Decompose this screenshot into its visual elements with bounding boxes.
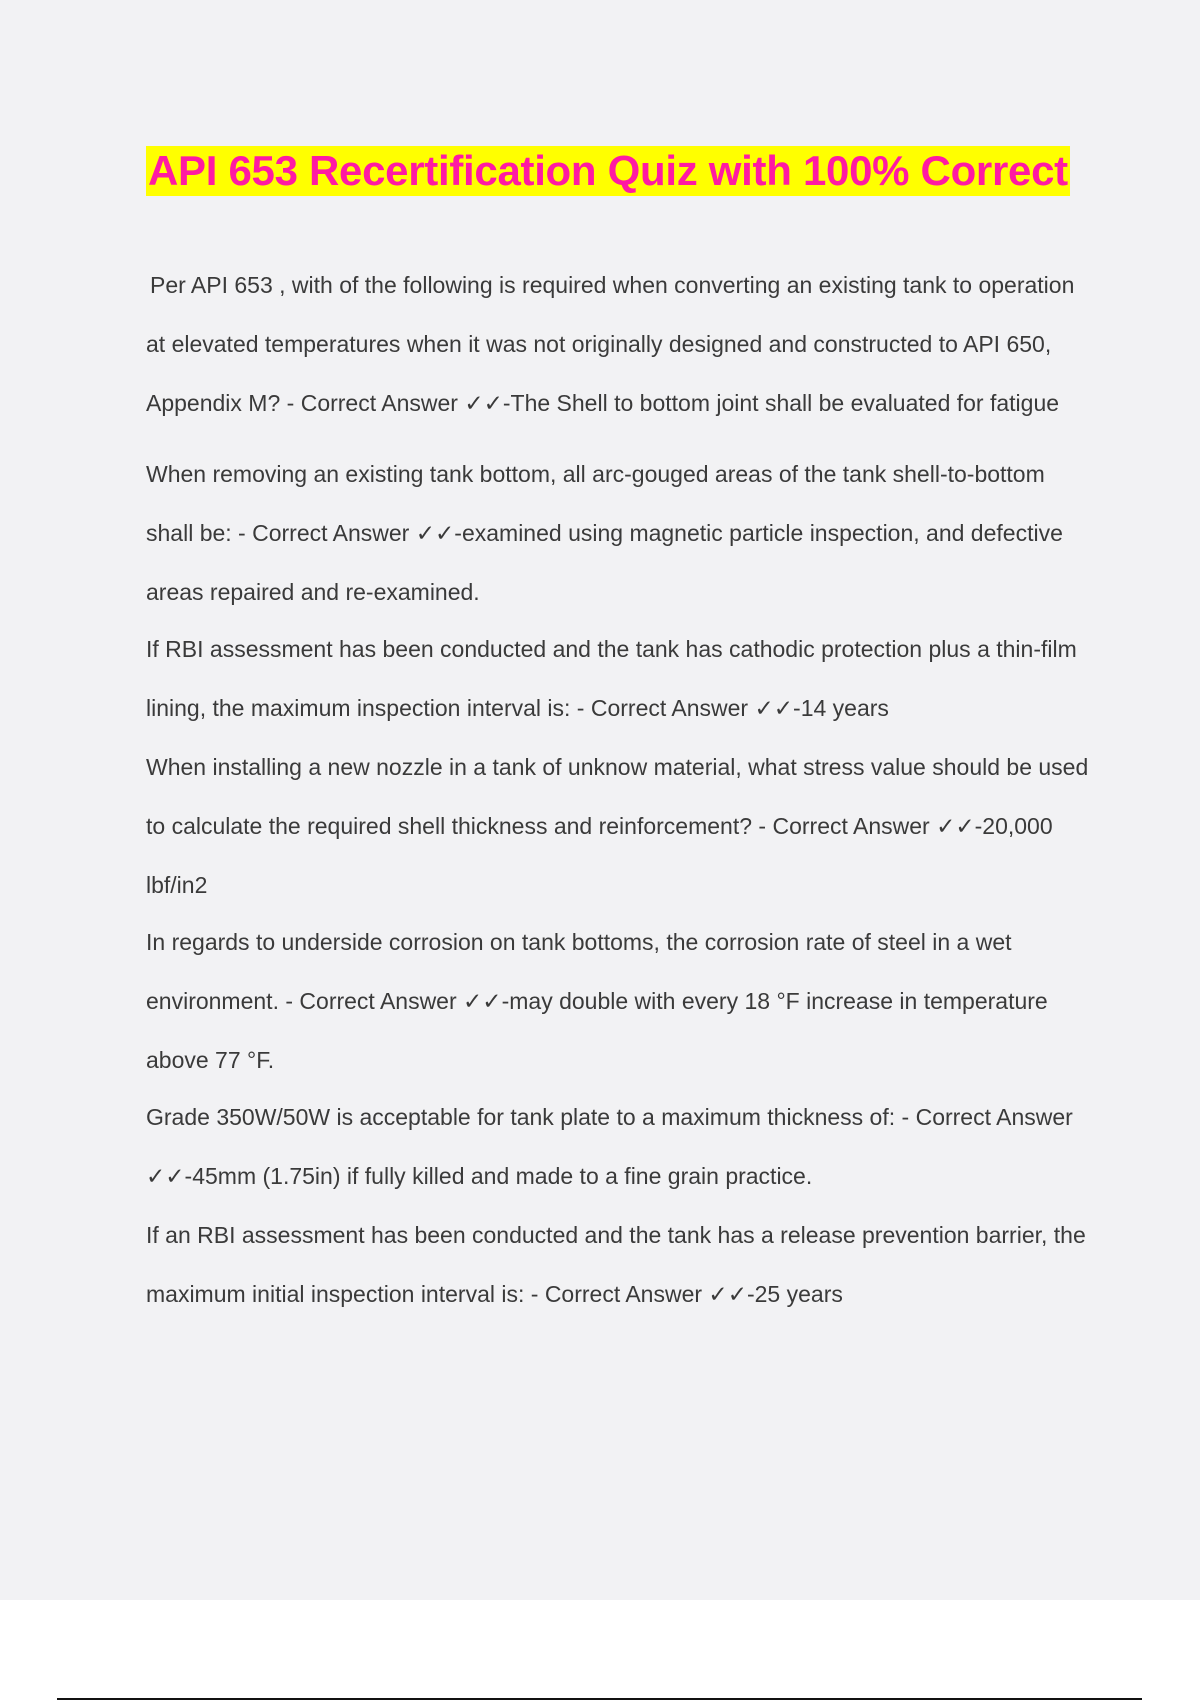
answer-dash: - [501,988,510,1014]
qa-list [146,256,1096,1324]
qa-item [146,738,1096,915]
answer-text: 45mm (1.75in) if fully killed and made to a fine grain practice. [192,1163,813,1189]
answer-separator: - [895,1104,916,1130]
answer-text: 20,000 lbf/in2 [146,813,1053,898]
checkmark-icon: ✓✓ [463,988,502,1014]
answer-text: 25 years [754,1281,843,1307]
answer-dash: - [793,695,801,721]
answer-separator: - [570,695,591,721]
checkmark-icon: ✓✓ [464,390,503,416]
answer-text: examined using magnetic particle inspection, and defective areas repaired and re-examined. [146,520,1063,605]
qa-item [146,445,1096,622]
answer-separator: - [231,520,253,546]
question-text: If RBI assessment has been conducted and the tank has cathodic protection plus a thin-film lining, the maximum inspection interval is: [146,636,1077,721]
question-text: When installing a new nozzle in a tank of unknow material, what stress value should be used to calculate the required shell thickness and reinforcement? [146,754,1089,839]
answer-separator: - [524,1281,545,1307]
question-text: In regards to underside corrosion on tank bottoms, the corrosion rate of steel in a wet environment. [146,929,1012,1014]
answer-dash: - [184,1163,193,1189]
answer-label: Correct Answer [300,390,458,416]
answer-label: Correct Answer [915,1104,1073,1130]
answer-separator: - [278,988,300,1014]
answer-dash: - [974,813,983,839]
answer-label: Correct Answer [252,520,410,546]
answer-label: Correct Answer [299,988,457,1014]
question-text: Grade 350W/50W is acceptable for tank plate to a maximum thickness of: [146,1104,896,1130]
document-title: API 653 Recertification Quiz with 100% Correct [148,147,1068,194]
question-text: Per API 653 , with of the following is required when converting an existing tank to operation at elevated temperatures when it was not originally designed and constructed to API 650, Appendix M? [146,272,1075,416]
answer-text: may double with every 18 °F increase in temperature above 77 °F. [146,988,1048,1073]
answer-label: Correct Answer [772,813,930,839]
checkmark-icon: ✓✓ [415,520,455,546]
answer-separator: - [752,813,773,839]
answer-text: 14 years [800,695,889,721]
answer-dash: - [746,1281,755,1307]
answer-dash: - [502,390,511,416]
question-text: When removing an existing tank bottom, all arc-gouged areas of the tank shell-to-bottom shall be: [146,461,1045,546]
title-container [146,146,1086,196]
qa-item [146,1206,1096,1324]
answer-label: Correct Answer [544,1281,703,1307]
answer-text: The Shell to bottom joint shall be evaluated for fatigue [510,390,1060,416]
qa-item [146,620,1096,738]
checkmark-icon: ✓✓ [146,1163,185,1189]
checkmark-icon: ✓✓ [936,813,975,839]
answer-separator: - [280,390,301,416]
qa-item [146,1088,1096,1206]
checkmark-icon: ✓✓ [754,695,794,721]
qa-item [146,256,1096,433]
answer-label: Correct Answer [590,695,749,721]
qa-item [146,913,1096,1090]
answer-dash: - [454,520,462,546]
question-text: If an RBI assessment has been conducted and the tank has a release prevention barrier, the maximum initial inspection interval is: [146,1222,1086,1307]
checkmark-icon: ✓✓ [708,1281,747,1307]
